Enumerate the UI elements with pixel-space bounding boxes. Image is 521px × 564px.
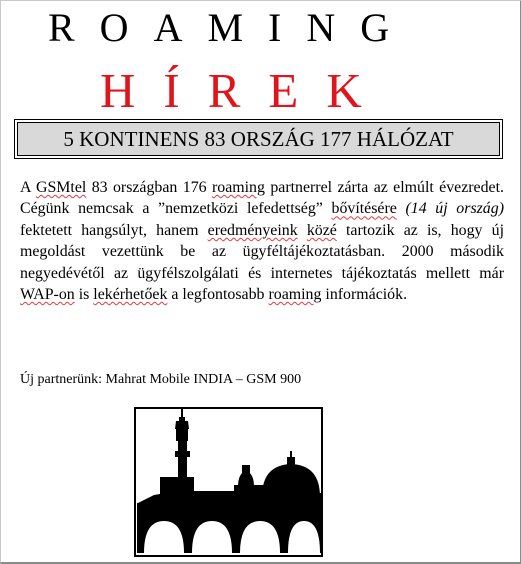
article-text-spellcheck: lekérhetőek (93, 286, 168, 304)
city-skyline-icon (134, 407, 323, 557)
article-text-italic: (14 új ország) (405, 200, 504, 218)
article-text-spellcheck: GSMtel (35, 179, 87, 196)
title-roaming: ROAMING (48, 5, 415, 50)
article-text-spellcheck: eredményeink (207, 221, 298, 239)
article-text: ügyféltájékoztatásban (242, 243, 382, 261)
article-text-spellcheck: WAP-on (20, 286, 75, 304)
article-text: partnerrel zárta az elmúlt évezredet. Cégünk nemcsak a ”nemzetközi lefedettség” (20, 179, 504, 218)
stats-banner (17, 122, 500, 156)
article-text: ügyfélszolgálati (137, 264, 239, 282)
article-text: is (74, 286, 94, 304)
article-text-spellcheck: roaming (268, 286, 322, 304)
new-partner-line: Új partnerünk: Mahrat Mobile INDIA – GSM 900 (20, 372, 302, 387)
article-paragraph (20, 177, 504, 305)
article-text: . 2000 második negyedévétől az (20, 243, 504, 282)
article-text: és internetes tájékoztatás mellett már (238, 264, 505, 282)
article-text: tartozik az is, hogy új megoldást vezettünk be az (20, 221, 504, 261)
stats-banner-text: 5 KONTINENS 83 ORSZÁG 177 HÁLÓZAT (63, 126, 454, 151)
article-text: 83 országban 176 (86, 179, 212, 196)
title-hirek: HÍREK (100, 63, 390, 118)
article-text: a legfontosabb (167, 286, 269, 304)
article-text-spellcheck: közé (306, 221, 337, 239)
article-text: információk. (321, 286, 408, 304)
article-text: fektetett hangsúlyt, hanem (20, 221, 208, 239)
article-text-spellcheck: roaming (211, 179, 265, 196)
article-text (298, 222, 307, 239)
article-text-spellcheck: bővítésére (331, 200, 397, 218)
article-text: A (20, 179, 36, 196)
